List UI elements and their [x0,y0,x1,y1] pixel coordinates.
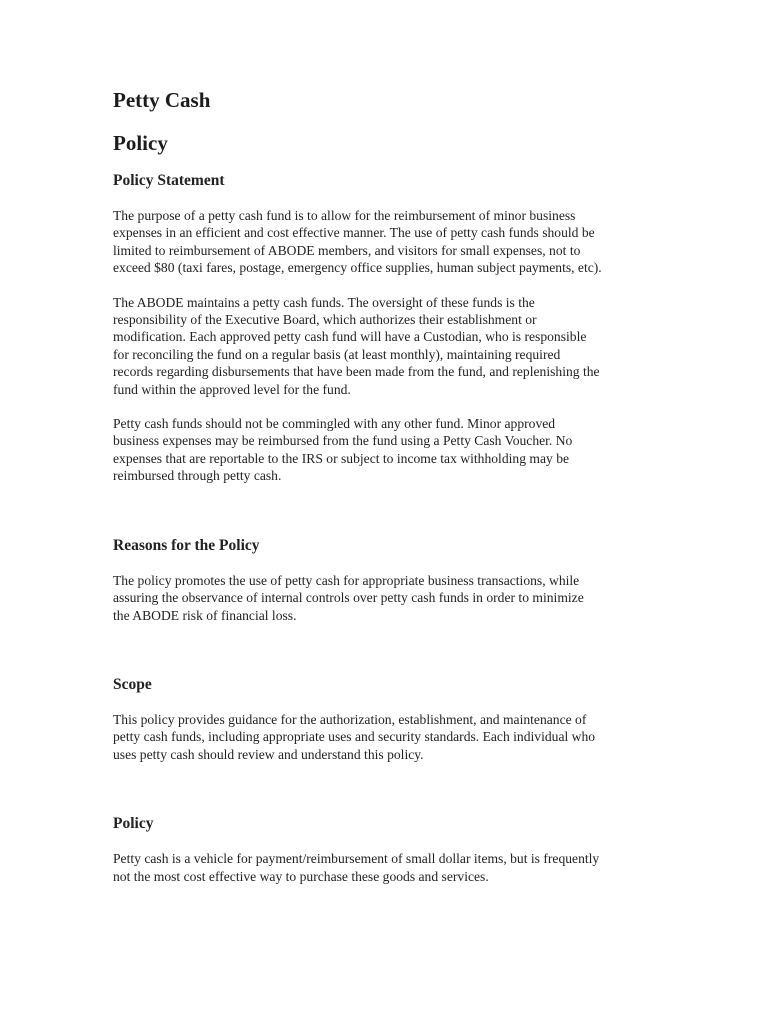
document-title-line-2: Policy [113,131,168,155]
paragraph-oversight: The ABODE maintains a petty cash funds. The oversight of these funds is the responsibility of the Executive Board, which authorizes their establishment or modification. Each approved petty cash fund will have a Custodian, who is responsible for reconciling the fund on a regular basis (at least monthly), maintaining required records regarding disbursements that have been made from the fund, and replenishing the fund within the approved level for the fund. [113,294,600,397]
section-heading-scope: Scope [113,675,152,693]
paragraph-purpose: The purpose of a petty cash fund is to allow for the reimbursement of minor business expenses in an efficient and cost effective manner. The use of petty cash funds should be limited to reimbursement of ABODE members, and visitors for small expenses, not to exceed $80 (taxi fares, postage, emergency office supplies, human subject payments, etc). [113,208,602,276]
paragraph-policy: Petty cash is a vehicle for payment/reimbursement of small dollar items, but is frequently not the most cost effective way to purchase these goods and services. [113,851,600,884]
section-heading-policy-statement: Policy Statement [113,172,225,189]
paragraph-commingling: Petty cash funds should not be commingled with any other fund. Minor approved business expenses may be reimbursed from the fund using a Petty Cash Voucher. No expenses that are reportable to the IRS or subject to income tax withholding may be reimbursed through petty cash. [113,416,573,484]
paragraph-reasons: The policy promotes the use of petty cash for appropriate business transactions, while assuring the observance of internal controls over petty cash funds in order to minimize the ABODE risk of financial loss. [113,572,584,623]
paragraph-scope: This policy provides guidance for the authorization, establishment, and maintenance of petty cash funds, including appropriate uses and security standards. Each individual who uses petty cash should review and understand this policy. [113,711,596,762]
section-heading-policy: Policy [113,815,154,833]
document-title-line-1: Petty Cash [113,88,211,112]
document-page [113,86,658,885]
section-heading-reasons: Reasons for the Policy [113,536,260,554]
